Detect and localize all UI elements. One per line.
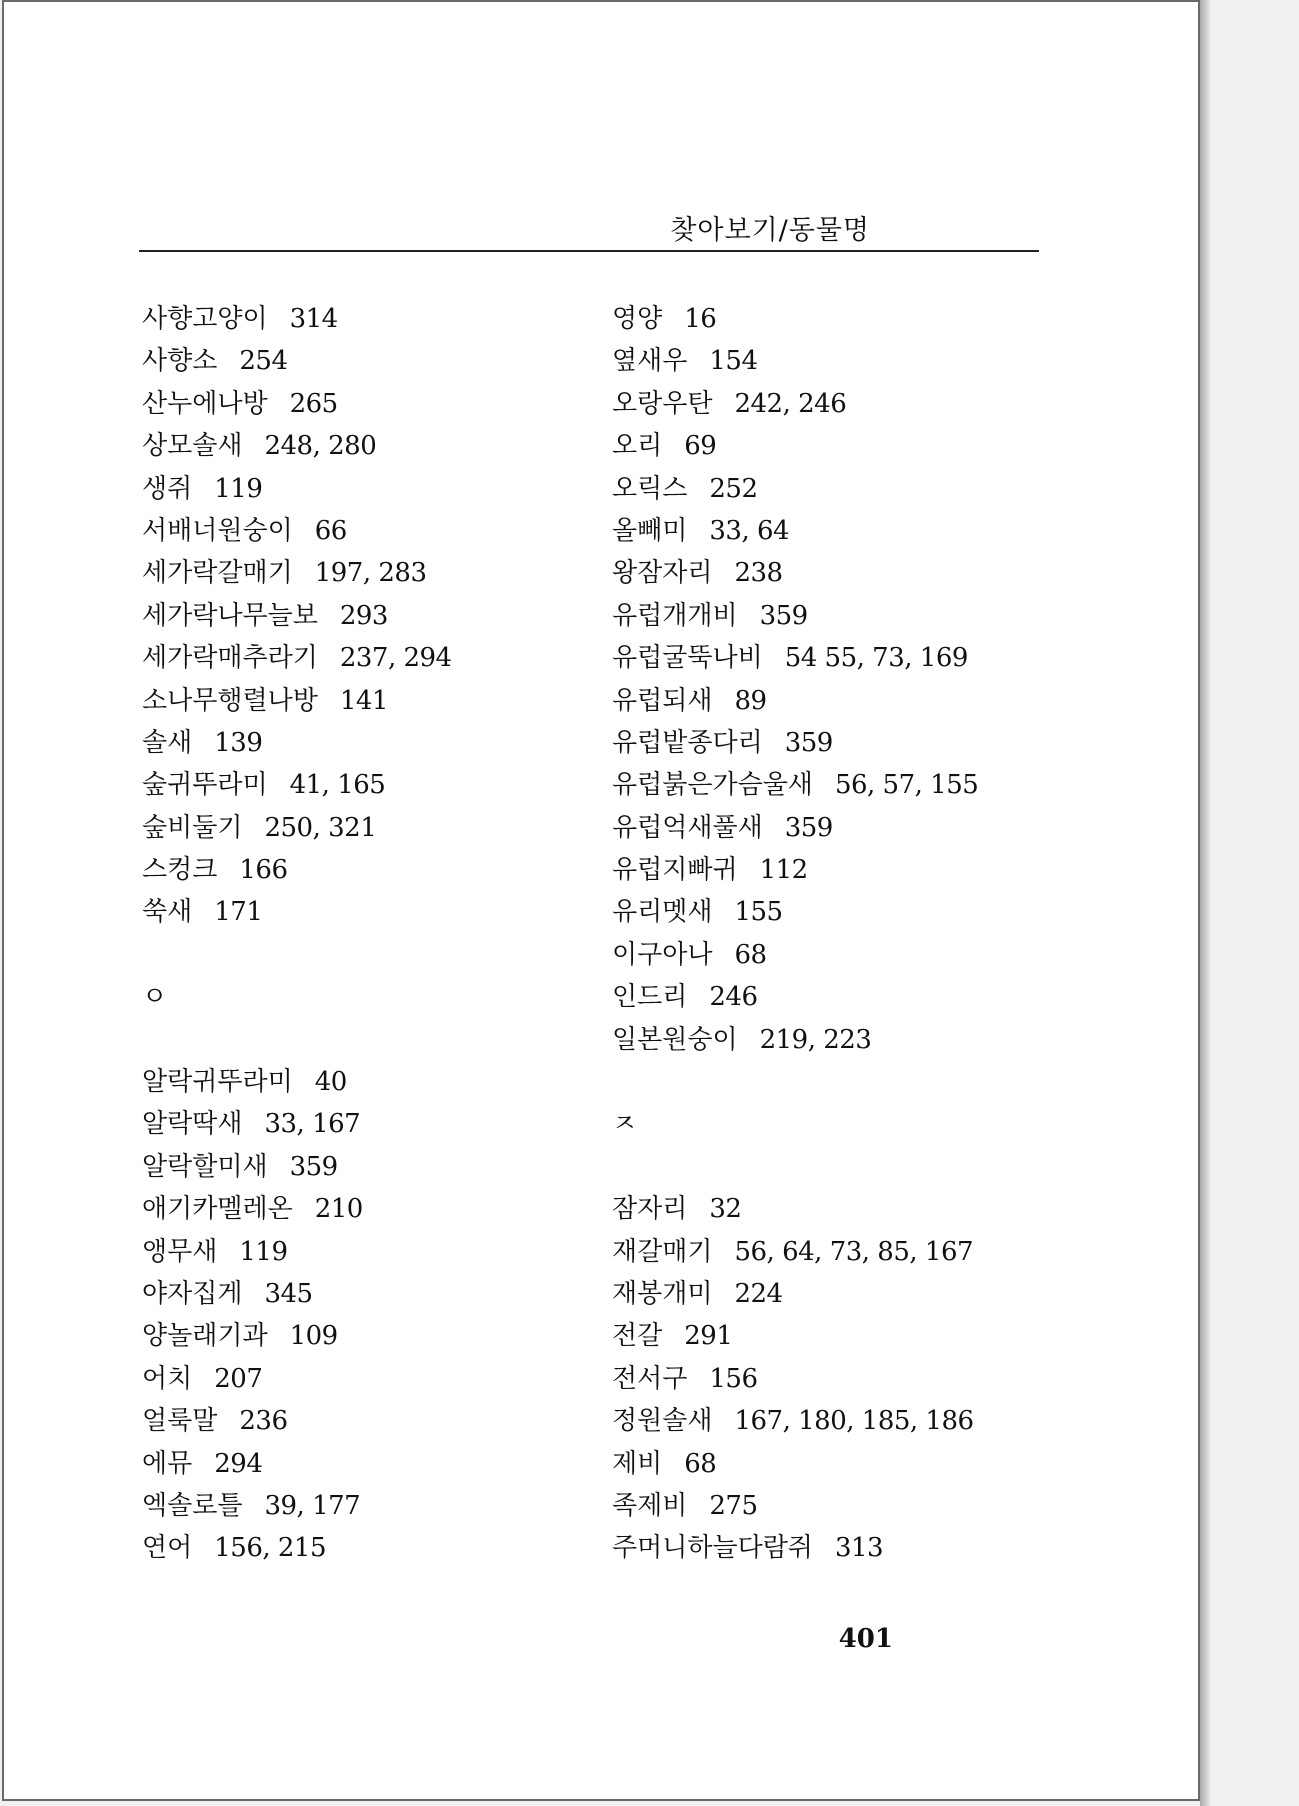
- page-number: 401: [838, 1624, 893, 1654]
- index-entry: [142, 1400, 452, 1442]
- entry-term: 알락귀뚜라미: [142, 1067, 293, 1098]
- entry-pages: 359: [784, 727, 833, 758]
- index-entry: [142, 1358, 452, 1400]
- index-entry: [612, 595, 978, 637]
- entry-term: 알락딱새: [142, 1109, 243, 1140]
- index-entry: [612, 1443, 978, 1485]
- entry-pages: 89: [734, 685, 767, 716]
- entry-term: 유럽굴뚝나비: [612, 643, 763, 674]
- entry-pages: 246: [709, 982, 758, 1013]
- index-entry: [142, 1315, 452, 1357]
- entry-term: 오랑우탄: [612, 388, 713, 419]
- entry-pages: 291: [684, 1321, 733, 1352]
- entry-pages: 167, 180, 185, 186: [734, 1406, 974, 1437]
- entry-pages: 68: [684, 1448, 717, 1479]
- entry-pages: 156: [709, 1363, 758, 1394]
- entry-term: 전서구: [612, 1363, 688, 1394]
- entry-pages: 238: [734, 558, 783, 589]
- entry-term: 사향소: [142, 346, 218, 377]
- index-entry: [142, 340, 452, 382]
- entry-pages: 109: [289, 1321, 338, 1352]
- entry-pages: 171: [214, 897, 263, 928]
- header-rule: [139, 250, 1039, 252]
- index-entry: [142, 764, 452, 806]
- index-entry: [142, 1188, 452, 1230]
- entry-pages: 359: [784, 812, 833, 843]
- entry-term: 제비: [612, 1448, 663, 1479]
- entry-term: 세가락매추라기: [142, 643, 318, 674]
- entry-pages: 54 55, 73, 169: [784, 643, 968, 674]
- entry-term: 생쥐: [142, 473, 193, 504]
- index-entry: [612, 1527, 978, 1569]
- entry-term: 세가락나무늘보: [142, 600, 318, 631]
- entry-pages: 219, 223: [759, 1024, 872, 1055]
- entry-pages: 69: [684, 431, 717, 462]
- index-entry: [612, 425, 978, 467]
- index-entry: [612, 680, 978, 722]
- entry-pages: 41, 165: [289, 770, 386, 801]
- index-entry: [612, 934, 978, 976]
- entry-term: 유리멧새: [612, 897, 713, 928]
- index-entry: [612, 510, 978, 552]
- entry-term: 전갈: [612, 1321, 663, 1352]
- entry-term: 유럽지빠귀: [612, 855, 738, 886]
- entry-pages: 112: [759, 855, 808, 886]
- index-entry: [612, 1485, 978, 1527]
- entry-pages: 359: [289, 1151, 338, 1182]
- entry-pages: 248, 280: [264, 431, 377, 462]
- index-entry: [142, 1231, 452, 1273]
- entry-pages: 39, 177: [264, 1490, 361, 1521]
- entry-pages: 345: [264, 1279, 313, 1309]
- index-entry: [612, 764, 978, 806]
- entry-pages: 156, 215: [214, 1533, 327, 1564]
- entry-term: 이구아나: [612, 939, 713, 970]
- entry-term: 상모솔새: [142, 431, 243, 462]
- entry-pages: 250, 321: [264, 812, 377, 843]
- entry-pages: 33, 64: [709, 515, 790, 546]
- entry-term: 소나무행렬나방: [142, 685, 318, 716]
- entry-pages: 237, 294: [339, 643, 452, 674]
- entry-pages: 68: [734, 939, 767, 970]
- entry-pages: 33, 167: [264, 1109, 361, 1140]
- entry-term: 알락할미새: [142, 1151, 268, 1182]
- entry-pages: 141: [339, 685, 388, 716]
- entry-term: 숲비둘기: [142, 812, 243, 843]
- entry-term: 연어: [142, 1533, 193, 1564]
- entry-pages: 197, 283: [314, 558, 427, 589]
- entry-term: 세가락갈매기: [142, 558, 293, 589]
- entry-pages: 40: [314, 1067, 347, 1098]
- entry-pages: 313: [834, 1533, 884, 1564]
- index-entry: [612, 637, 978, 679]
- index-entry: [612, 722, 978, 764]
- entry-term: 주머니하늘다람쥐: [612, 1533, 813, 1564]
- index-entry: [142, 383, 452, 425]
- page-edge-shadow: [1200, 0, 1210, 1806]
- index-column-left: [142, 298, 452, 1570]
- entry-term: 유럽붉은가슴울새: [612, 770, 813, 801]
- entry-term: 에뮤: [142, 1448, 193, 1479]
- entry-term: 유럽억새풀새: [612, 812, 763, 843]
- entry-term: 유럽되새: [612, 685, 713, 716]
- index-entry: [612, 552, 978, 594]
- entry-pages: 119: [239, 1236, 288, 1267]
- entry-pages: 155: [734, 897, 783, 928]
- index-entry: [612, 849, 978, 891]
- index-entry: [142, 849, 452, 891]
- entry-term: 솔새: [142, 727, 193, 758]
- entry-term: 산누에나방: [142, 388, 268, 419]
- entry-pages: 359: [759, 600, 808, 631]
- entry-pages: 224: [734, 1279, 783, 1309]
- index-entry: [142, 1061, 452, 1103]
- entry-term: 쑥새: [142, 897, 193, 928]
- entry-term: 왕잠자리: [612, 558, 713, 589]
- index-entry: [142, 468, 452, 510]
- index-entry: [612, 468, 978, 510]
- entry-pages: 314: [289, 304, 338, 334]
- entry-term: 올빼미: [612, 515, 688, 546]
- entry-pages: 166: [239, 855, 288, 886]
- index-entry: [612, 383, 978, 425]
- entry-pages: 66: [314, 515, 347, 546]
- index-entry: [612, 976, 978, 1018]
- entry-term: 정원솔새: [612, 1406, 713, 1437]
- entry-pages: 254: [239, 346, 288, 377]
- entry-term: 영양: [612, 304, 663, 334]
- entry-pages: 294: [214, 1448, 263, 1479]
- entry-pages: 236: [239, 1406, 288, 1437]
- entry-term: 사향고양이: [142, 304, 268, 334]
- entry-term: 스컹크: [142, 855, 218, 886]
- index-entry: [142, 807, 452, 849]
- index-entry: [142, 552, 452, 594]
- entry-pages: 56, 64, 73, 85, 167: [734, 1236, 974, 1267]
- index-entry: [142, 510, 452, 552]
- entry-pages: 139: [214, 727, 263, 758]
- entry-pages: 207: [214, 1363, 263, 1394]
- entry-pages: 210: [314, 1194, 363, 1225]
- entry-term: 잠자리: [612, 1194, 688, 1225]
- index-entry: [142, 1146, 452, 1188]
- index-entry: [142, 298, 452, 340]
- entry-term: 어치: [142, 1363, 193, 1394]
- entry-term: 서배너원숭이: [142, 515, 293, 546]
- index-entry: [612, 1400, 978, 1442]
- entry-term: 오릭스: [612, 473, 688, 504]
- index-entry: [142, 1443, 452, 1485]
- index-entry: [142, 637, 452, 679]
- index-column-right: [612, 298, 978, 1570]
- running-header: 찾아보기/동물명: [670, 215, 870, 246]
- entry-term: 옆새우: [612, 346, 688, 377]
- index-entry: [612, 1231, 978, 1273]
- entry-term: 재봉개미: [612, 1279, 713, 1309]
- entry-pages: 119: [214, 473, 263, 504]
- index-entry: [142, 891, 452, 933]
- entry-term: 인드리: [612, 982, 688, 1013]
- index-entry: [142, 1485, 452, 1527]
- index-entry: [612, 1358, 978, 1400]
- entry-term: 앵무새: [142, 1236, 218, 1267]
- index-entry: [142, 1103, 452, 1145]
- index-entry: [612, 1019, 978, 1061]
- entry-pages: 265: [289, 388, 338, 419]
- section-heading: ㅈ: [612, 1109, 638, 1140]
- index-entry: [612, 807, 978, 849]
- entry-pages: 293: [339, 600, 388, 631]
- entry-term: 애기카멜레온: [142, 1194, 293, 1225]
- entry-pages: 242, 246: [734, 388, 847, 419]
- entry-term: 재갈매기: [612, 1236, 713, 1267]
- book-page: [2, 0, 1200, 1801]
- entry-pages: 275: [709, 1490, 758, 1521]
- index-entry: [612, 891, 978, 933]
- index-entry: [612, 1273, 978, 1315]
- entry-term: 일본원숭이: [612, 1024, 738, 1055]
- entry-term: 유럽개개비: [612, 600, 738, 631]
- entry-pages: 154: [709, 346, 758, 377]
- index-entry: [612, 340, 978, 382]
- entry-pages: 56, 57, 155: [834, 770, 979, 801]
- entry-term: 야자집게: [142, 1279, 243, 1309]
- index-entry: [142, 722, 452, 764]
- entry-pages: 252: [709, 473, 758, 504]
- index-entry: [612, 1188, 978, 1230]
- entry-term: 엑솔로틀: [142, 1490, 243, 1521]
- index-entry: [142, 595, 452, 637]
- section-heading: ㅇ: [142, 981, 168, 1012]
- entry-pages: 32: [709, 1194, 742, 1225]
- entry-term: 양놀래기과: [142, 1321, 268, 1352]
- entry-term: 얼룩말: [142, 1406, 218, 1437]
- entry-term: 족제비: [612, 1490, 688, 1521]
- index-entry: [142, 1273, 452, 1315]
- index-entry: [142, 680, 452, 722]
- index-entry: [612, 1315, 978, 1357]
- index-entry: [142, 425, 452, 467]
- entry-term: 숲귀뚜라미: [142, 770, 268, 801]
- index-entry: [612, 298, 978, 340]
- entry-term: 오리: [612, 431, 663, 462]
- index-entry: [142, 1527, 452, 1569]
- entry-pages: 16: [684, 304, 717, 334]
- entry-term: 유럽밭종다리: [612, 727, 763, 758]
